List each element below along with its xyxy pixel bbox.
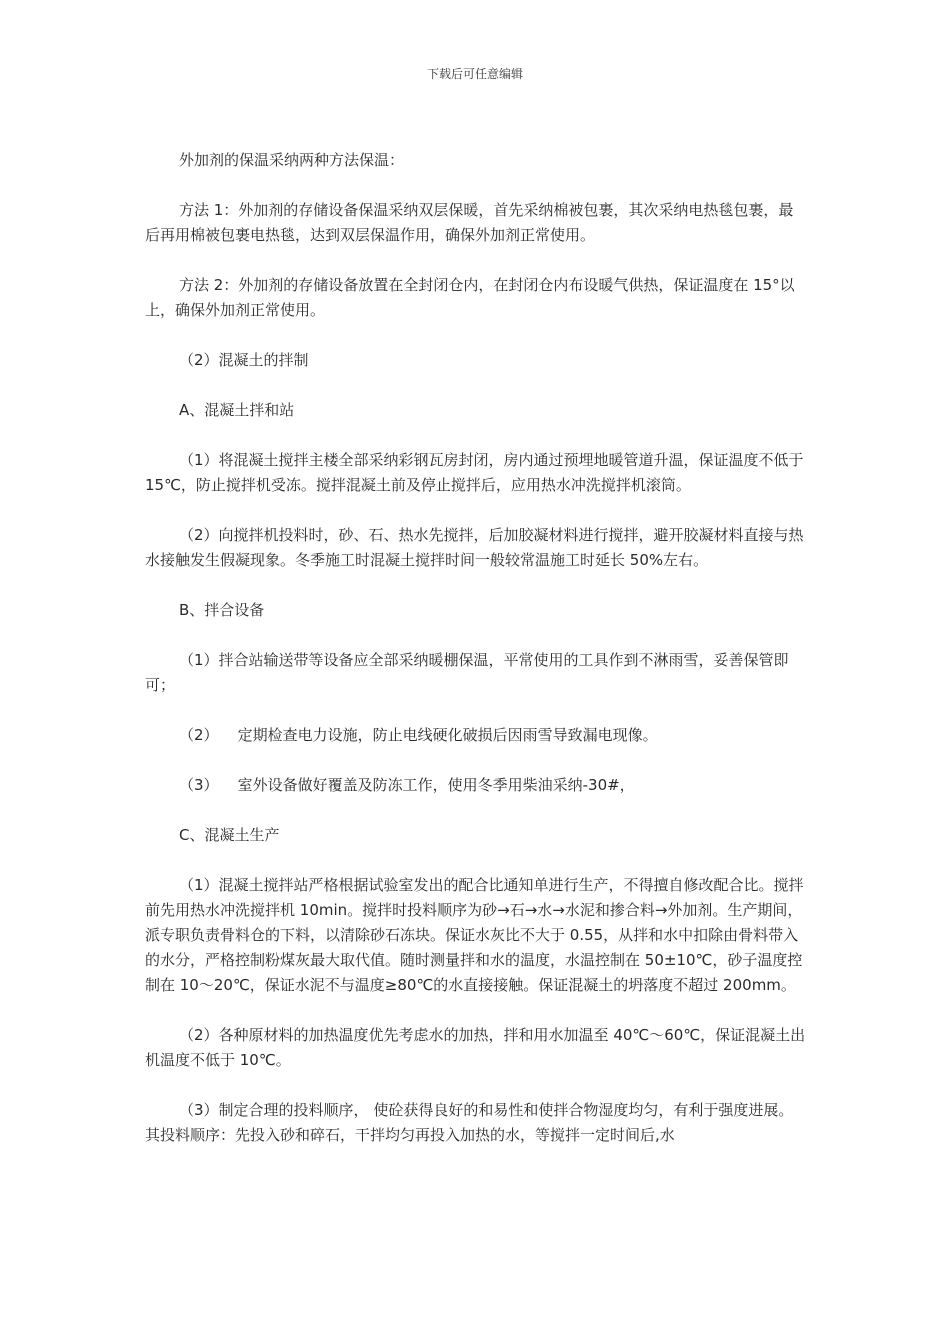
page-header-note: 下载后可任意编辑	[426, 67, 523, 81]
paragraph-intro: 外加剂的保温采纳两种方法保温：	[179, 151, 405, 169]
document-body	[145, 148, 807, 1173]
paragraph-c-2: （2）各种原材料的加热温度优先考虑水的加热，拌和用水加温至 40℃～60℃，保证混凝土出机温度不低于 10℃。	[145, 1026, 806, 1069]
subsection-heading-c: C、混凝土生产	[179, 826, 280, 844]
paragraph-method-2: 方法 2：外加剂的存储设备放置在全封闭仓内，在封闭仓内布设暖气供热，保证温度在 15°以上，确保外加剂正常使用。	[145, 276, 795, 319]
subsection-heading-a: A、混凝土拌和站	[179, 401, 295, 419]
paragraph-a-2: （2）向搅拌机投料时，砂、石、热水先搅拌，后加胶凝材料进行搅拌，避开胶凝材料直接与热水接触发生假凝现象。冬季施工时混凝土搅拌时间一般较常温施工时延长 50%左右。	[145, 526, 804, 569]
paragraph-b-1: （1）拌合站输送带等设备应全部采纳暖棚保温，平常使用的工具作到不淋雨雪，妥善保管即可；	[145, 651, 789, 694]
section-heading-mixing: （2）混凝土的拌制	[179, 351, 309, 369]
subsection-heading-b: B、拌合设备	[179, 601, 265, 619]
paragraph-b-2: （2） 定期检查电力设施，防止电线硬化破损后因雨雪导致漏电现像。	[179, 726, 658, 744]
paragraph-a-1: （1）将混凝土搅拌主楼全部采纳彩钢瓦房封闭，房内通过预埋地暖管道升温，保证温度不低于 15℃，防止搅拌机受冻。搅拌混凝土前及停止搅拌后，应用热水冲洗搅拌机滚筒。	[145, 451, 809, 494]
paragraph-method-1: 方法 1：外加剂的存储设备保温采纳双层保暖，首先采纳棉被包裹，其次采纳电热毯包裹，最后再用棉被包裹电热毯，达到双层保温作用，确保外加剂正常使用。	[145, 201, 794, 244]
paragraph-c-1: （1）混凝土搅拌站严格根据试验室发出的配合比通知单进行生产，不得擅自修改配合比。搅拌前先用热水冲洗搅拌机 10min。搅拌时投料顺序为砂→石→水→水泥和掺合料→外加剂。生产期间，派专职负责骨料仓的下料，以清除砂石冻块。保证水灰比不大于 0.55，从拌和水中扣除由骨料带入的水分，严格控制粉煤灰最大取代值。随时测量拌和水的温度，水温控制在 50±10℃，砂子温度控制在 10～20℃，保证水泥不与温度≥80℃的水直接接触。保证混凝土的坍落度不超过 200mm。	[145, 876, 804, 994]
paragraph-c-3: （3）制定合理的投料顺序， 使砼获得良好的和易性和使拌合物湿度均匀，有利于强度进展。其投料顺序：先投入砂和碎石，干拌均匀再投入加热的水，等搅拌一定时间后,水	[145, 1101, 794, 1144]
paragraph-b-3: （3） 室外设备做好覆盖及防冻工作，使用冬季用柴油采纳-30#，	[179, 776, 635, 794]
